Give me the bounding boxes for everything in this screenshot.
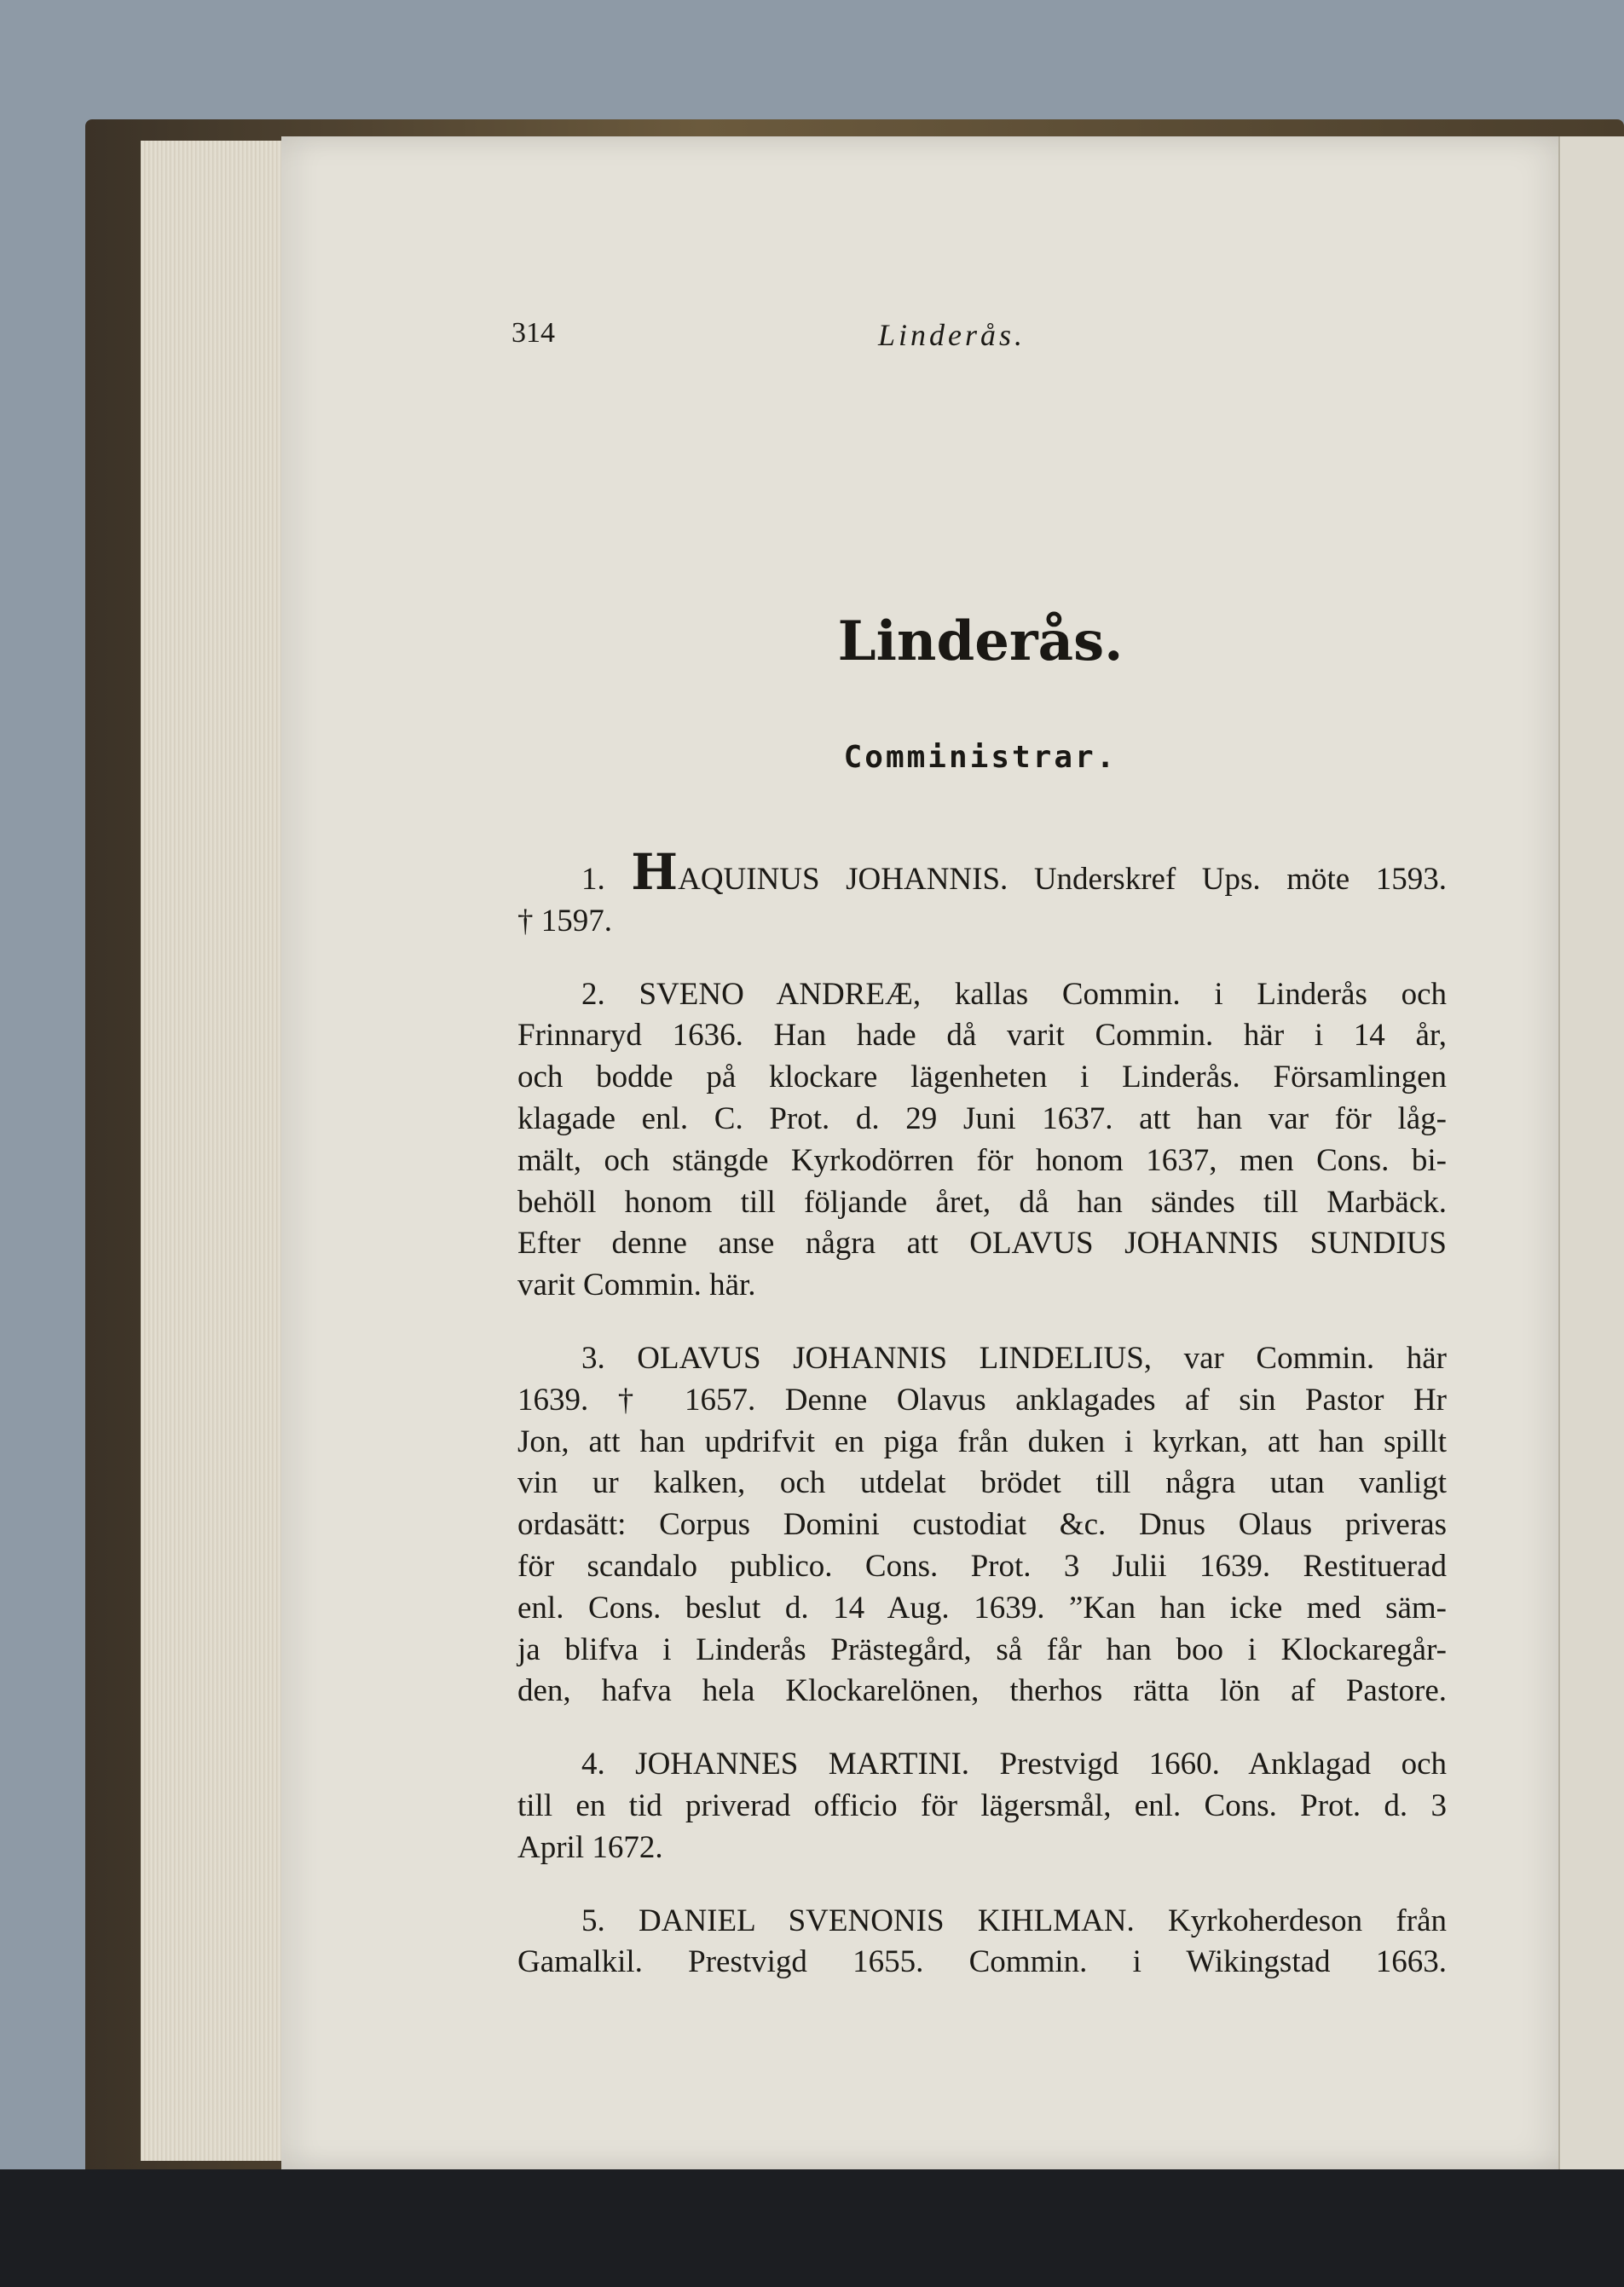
entry-4 — [517, 1744, 1447, 1868]
entry-line: vin ur kalken, och utdelat brödet till några utan vanligt — [517, 1465, 1447, 1501]
entry-line: Frinnaryd 1636. Han hade då varit Commin. här i 14 år, — [517, 1018, 1447, 1054]
entry-line: enl. Cons. beslut d. 14 Aug. 1639. ”Kan han icke med säm- — [517, 1590, 1447, 1626]
entry-text: AQUINUS JOHANNIS. Underskref Ups. möte 1593. — [678, 862, 1447, 897]
page-number: 314 — [511, 317, 555, 349]
entry-line: för scandalo publico. Cons. Prot. 3 Julii 1639. Restituerad — [517, 1548, 1447, 1584]
entry-line: † 1597. — [517, 903, 612, 938]
entry-line: till en tid priverad officio för lägersmål, enl. Cons. Prot. d. 3 — [517, 1787, 1447, 1823]
entry-line: behöll honom till följande året, då han sändes till Marbäck. — [517, 1184, 1447, 1220]
entry-2 — [517, 974, 1447, 1307]
entry-line: 3. OLAVUS JOHANNIS LINDELIUS, var Commin. här — [581, 1340, 1447, 1376]
running-head — [511, 317, 1449, 360]
entry-3 — [517, 1338, 1447, 1712]
drop-cap: H — [631, 843, 679, 901]
section-subheading: Comministrar. — [843, 740, 1118, 775]
entry-number: 1. — [581, 862, 605, 897]
entry-line — [517, 843, 1447, 901]
entry-line: den, hafva hela Klockarelönen, therhos rätta lön af Pastore. — [517, 1673, 1447, 1709]
entry-line: ja blifva i Linderås Prästegård, så får han boo i Klockaregår- — [517, 1632, 1447, 1667]
entry-line: Jon, att han updrifvit en piga från duken i kyrkan, att han spillt — [517, 1424, 1447, 1459]
entry-line: klagade enl. C. Prot. d. 29 Juni 1637. att han var för låg- — [517, 1100, 1447, 1136]
chapter-heading: Linderås. — [837, 609, 1124, 673]
running-title: Linderås. — [878, 318, 1026, 352]
entry-line: Gamalkil. Prestvigd 1655. Commin. i Wikingstad 1663. — [517, 1944, 1447, 1980]
background-shadow — [0, 2169, 1624, 2287]
entry-line: mält, och stängde Kyrkodörren för honom 1637, men Cons. bi- — [517, 1142, 1447, 1178]
entry-line: 4. JOHANNES MARTINI. Prestvigd 1660. Anklagad och — [581, 1747, 1447, 1782]
entry-5 — [517, 1901, 1447, 1984]
entry-line: varit Commin. här. — [517, 1268, 756, 1303]
entry-line: 2. SVENO ANDREÆ, kallas Commin. i Linderås och — [581, 976, 1447, 1012]
facing-page-edge — [1558, 136, 1624, 2169]
entry-line: April 1672. — [517, 1829, 663, 1865]
entry-line: 5. DANIEL SVENONIS KIHLMAN. Kyrkoherdeson från — [581, 1903, 1447, 1938]
page-edges — [141, 141, 294, 2161]
entry-line: ordasätt: Corpus Domini custodiat &c. Dnus Olaus priveras — [517, 1507, 1447, 1543]
body-text — [517, 843, 1447, 1984]
entry-line: och bodde på klockare lägenheten i Linderås. Församlingen — [517, 1060, 1447, 1095]
entry-1 — [517, 843, 1447, 943]
entry-line: 1639. † 1657. Denne Olavus anklagades af sin Pastor Hr — [517, 1382, 1447, 1418]
entry-line: Efter denne anse några att OLAVUS JOHANNIS SUNDIUS — [517, 1226, 1447, 1262]
